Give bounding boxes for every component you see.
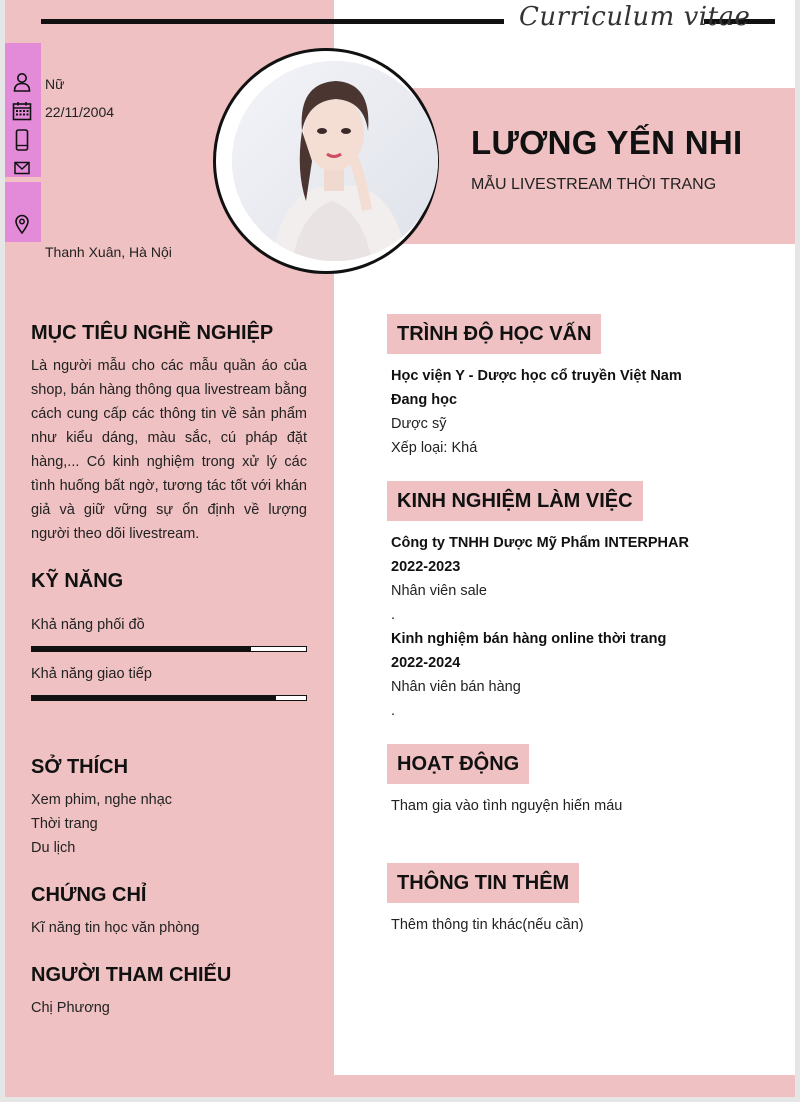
references-heading: NGƯỜI THAM CHIẾU [31, 964, 232, 986]
job-title: MẪU LIVESTREAM THỜI TRANG [471, 176, 717, 193]
experience-period-2: 2022-2024 [391, 655, 461, 671]
cv-page [5, 0, 795, 1097]
phone-icon [11, 129, 33, 151]
experience-company-2: Kinh nghiệm bán hàng online thời trang [391, 631, 667, 647]
experience-role-1: Nhân viên sale [391, 583, 487, 599]
hobbies-heading: SỞ THÍCH [31, 756, 129, 778]
person-icon [11, 71, 33, 93]
address-value: Thanh Xuân, Hà Nội [45, 244, 172, 260]
experience-note-1: . [391, 607, 396, 623]
skill-label-2: Khả năng giao tiếp [31, 666, 152, 682]
birthdate-value: 22/11/2004 [45, 104, 115, 120]
name-band [385, 88, 795, 244]
calendar-icon [11, 100, 33, 122]
cv-title: Curriculum vitae [519, 2, 751, 32]
location-icon [11, 213, 33, 235]
skills-heading: KỸ NĂNG [31, 570, 124, 592]
skill-bar-1 [31, 646, 307, 652]
education-school: Học viện Y - Dược học cổ truyền Việt Nam [391, 368, 682, 384]
contact-icon-strip [5, 43, 41, 242]
extra-info-text: Thêm thông tin khác(nếu cần) [391, 917, 584, 933]
experience-note-2: . [391, 703, 396, 719]
full-name: LƯƠNG YẾN NHI [471, 124, 743, 161]
education-major: Dược sỹ [391, 416, 447, 432]
hobby-item: Xem phim, nghe nhạc [31, 792, 173, 808]
education-heading: TRÌNH ĐỘ HỌC VẤN [387, 314, 601, 354]
education-grade: Xếp loại: Khá [391, 440, 478, 456]
objective-text: Là người mẫu cho các mẫu quần áo của shop, bán hàng thông qua livestream bằng cách cung cấp các thông tin về sản phẩm như kiểu dáng, màu sắc, cú pháp đặt hàng,... Có kinh nghiệm trong xử lý các tình huống bất ngờ, tương tác tốt với khán giả và giữ vững sự ổn định về lượng người theo dõi livestream. [31, 358, 307, 542]
header-rule-left [41, 19, 504, 24]
experience-role-2: Nhân viên bán hàng [391, 679, 521, 695]
objective-heading: MỤC TIÊU NGHỀ NGHIỆP [31, 322, 274, 344]
gender-value: Nữ [45, 76, 65, 92]
extra-info-heading: THÔNG TIN THÊM [387, 863, 579, 903]
experience-heading: KINH NGHIỆM LÀM VIỆC [387, 481, 643, 521]
reference-item: Chị Phương [31, 1000, 110, 1016]
skill-fill-2 [32, 696, 276, 700]
profile-photo [232, 61, 438, 261]
skill-label-1: Khả năng phối đồ [31, 617, 145, 633]
skill-fill-1 [32, 647, 251, 651]
hobby-item: Du lịch [31, 840, 76, 856]
experience-period-1: 2022-2023 [391, 559, 461, 575]
activities-heading: HOẠT ĐỘNG [387, 744, 529, 784]
hobby-item: Thời trang [31, 816, 98, 832]
certificate-item: Kĩ năng tin học văn phòng [31, 920, 200, 936]
certificates-heading: CHỨNG CHỈ [31, 884, 147, 906]
experience-company-1: Công ty TNHH Dược Mỹ Phẩm INTERPHAR [391, 535, 689, 551]
skill-bar-2 [31, 695, 307, 701]
email-icon [11, 157, 33, 179]
activities-text: Tham gia vào tình nguyện hiến máu [391, 798, 623, 814]
education-status: Đang học [391, 392, 458, 408]
